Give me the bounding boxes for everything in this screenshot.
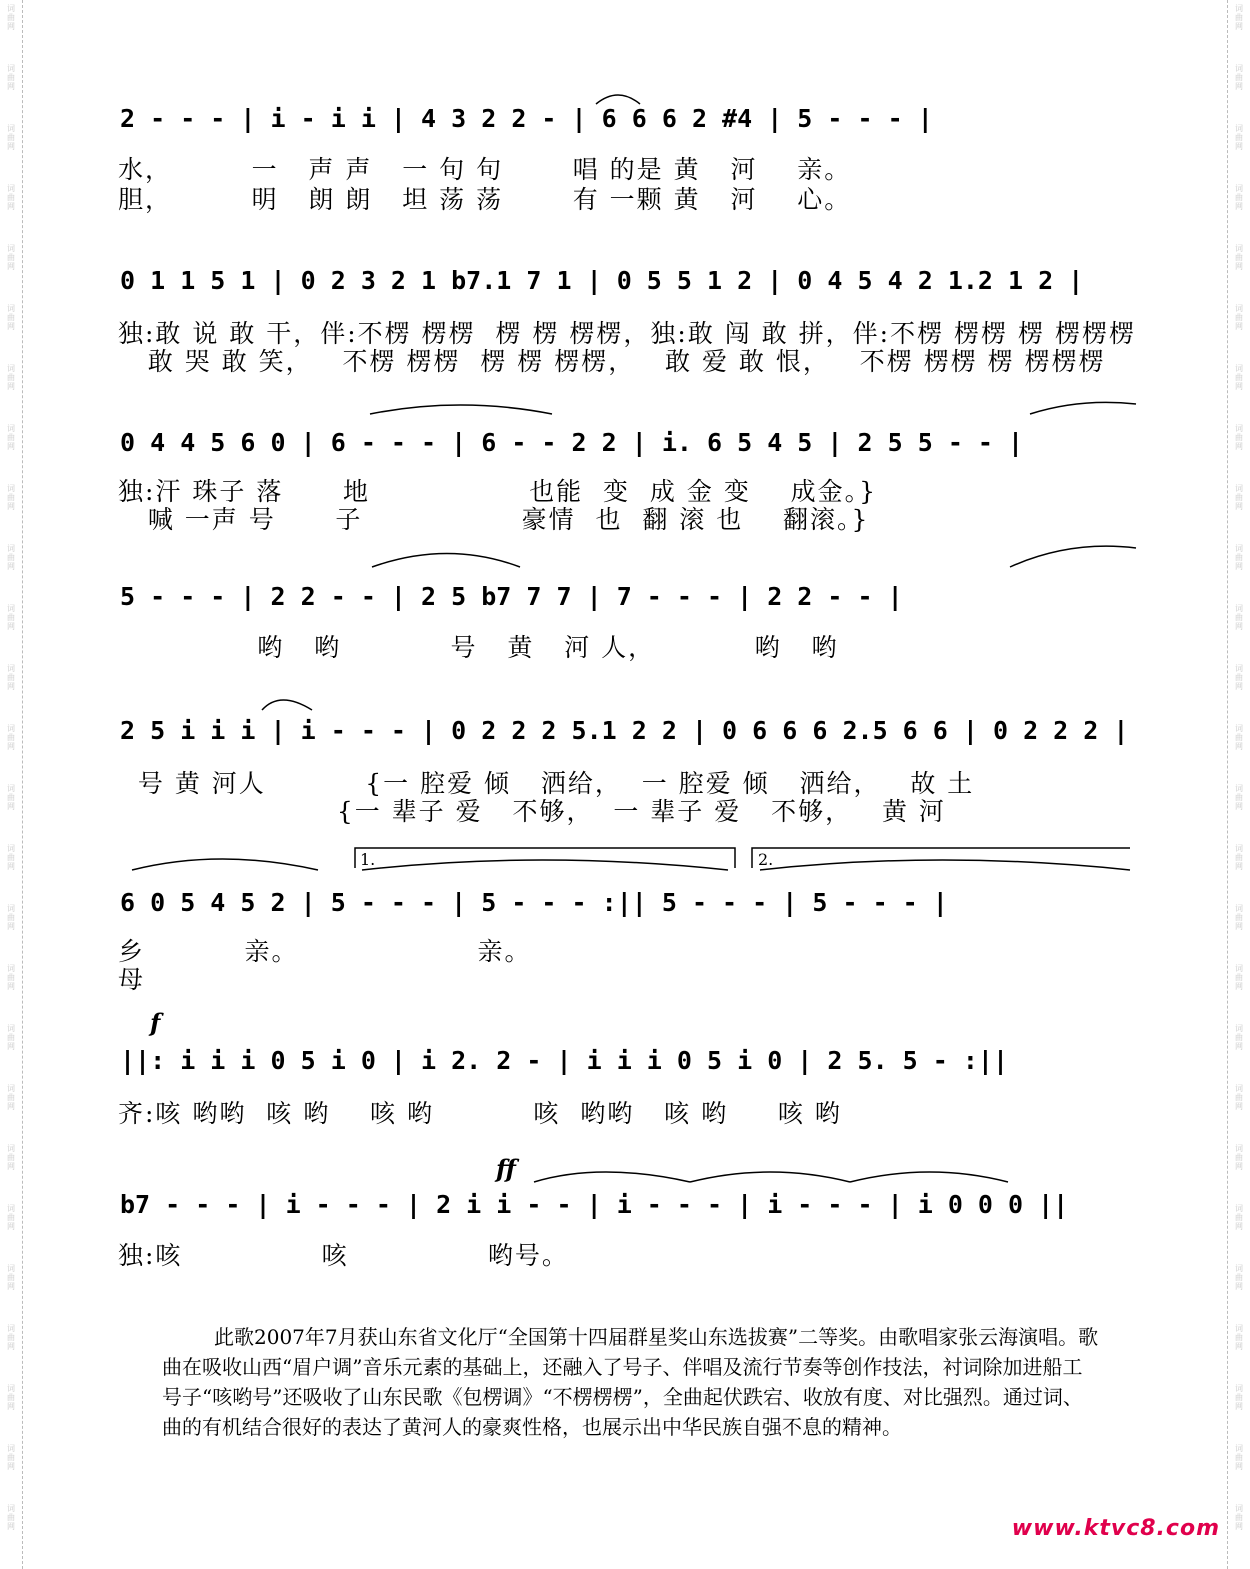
- watermark-text: 词 曲 网: [1235, 724, 1243, 751]
- watermark-text: 词 曲 网: [1235, 4, 1243, 31]
- watermark-text: 词 曲 网: [7, 544, 15, 571]
- lyric-line-1: 独:汗 珠子 落 地 也能 变 成 金 变 成金。}: [118, 477, 878, 506]
- lyric-line-1: 齐:咳 哟哟 咳 哟 咳 哟 咳 哟哟 咳 哟 咳 哟: [118, 1099, 842, 1128]
- watermark-text: 词 曲 网: [7, 124, 15, 151]
- watermark-text: 词 曲 网: [1235, 1084, 1243, 1111]
- lyric-line-1: 乡 亲。 亲。: [118, 937, 532, 966]
- lyric-line-1: 水， 一 声 声 一 句 句 唱 的是 黄 河 亲。: [118, 155, 852, 184]
- watermark-text: 词 曲 网: [1235, 1444, 1243, 1471]
- watermark-text: 词 曲 网: [7, 784, 15, 811]
- watermark-text: 词 曲 网: [1235, 664, 1243, 691]
- notation-line: 6 0 5 4 5 2 | 5 - - - | 5 - - - :|| 5 - - - | 5 - - - |: [120, 888, 948, 917]
- watermark-text: 词 曲 网: [7, 1204, 15, 1231]
- watermark-text: 词 曲 网: [7, 484, 15, 511]
- watermark-text: 词 曲 网: [7, 1504, 15, 1531]
- site-logo[interactable]: www.ktvc8.com: [1011, 1516, 1220, 1541]
- lyric-line-1: 独:咳 咳 哟号。: [118, 1241, 569, 1270]
- dynamic-mark: f: [150, 1008, 161, 1037]
- watermark-text: 词 曲 网: [7, 244, 15, 271]
- watermark-text: 词 曲 网: [7, 1084, 15, 1111]
- watermark-text: 词 曲 网: [1235, 1384, 1243, 1411]
- watermark-text: 词 曲 网: [7, 604, 15, 631]
- watermark-text: 词 曲 网: [7, 424, 15, 451]
- watermark-text: 词 曲 网: [1235, 904, 1243, 931]
- lyric-line-2: 喊 一声 号 子 豪情 也 翻 滚 也 翻滚。}: [118, 505, 870, 534]
- lyric-line-2: 胆， 明 朗 朗 坦 荡 荡 有 一颗 黄 河 心。: [118, 185, 852, 214]
- watermark-text: 词 曲 网: [1235, 964, 1243, 991]
- watermark-text: 词 曲 网: [7, 664, 15, 691]
- watermark-text: 词 曲 网: [1235, 1504, 1243, 1531]
- watermark-text: 词 曲 网: [7, 1144, 15, 1171]
- watermark-text: 词 曲 网: [1235, 1204, 1243, 1231]
- lyric-line-1: 独:敢 说 敢 干，伴:不楞 楞楞 楞 楞 楞楞，独:敢 闯 敢 拼，伴:不楞 楞楞 楞 楞楞楞: [118, 319, 1136, 348]
- watermark-text: 词 曲 网: [1235, 244, 1243, 271]
- watermark-text: 词 曲 网: [7, 1384, 15, 1411]
- notation-line: b7 - - - | i - - - | 2 i i - - | i - - - | i - - - | i 0 0 0 ||: [120, 1190, 1069, 1219]
- watermark-text: 词 曲 网: [1235, 1324, 1243, 1351]
- notation-line: 0 4 4 5 6 0 | 6 - - - | 6 - - 2 2 | i. 6 5 4 5 | 2 5 5 - - |: [120, 428, 1024, 457]
- lyric-line-2: 母: [118, 965, 146, 994]
- watermark-text: 词 曲 网: [7, 1324, 15, 1351]
- watermark-text: 词 曲 网: [7, 964, 15, 991]
- volta-1-label: 1.: [360, 850, 376, 869]
- notation-line: 2 - - - | i - i i | 4 3 2 2 - | 6 6 6 2 #4 | 5 - - - |: [120, 104, 933, 133]
- watermark-text: 词 曲 网: [7, 64, 15, 91]
- notation-line: ||: i i i 0 5 i 0 | i 2. 2 - | i i i 0 5 i 0 | 2 5. 5 - :||: [120, 1046, 1009, 1075]
- watermark-text: 词 曲 网: [7, 4, 15, 31]
- watermark-text: 词 曲 网: [7, 904, 15, 931]
- lyric-line-2: {一 辈子 爱 不够， 一 辈子 爱 不够， 黄 河: [118, 797, 946, 826]
- song-description: 此歌2007年7月获山东省文化厅“全国第十四届群星奖山东选拔赛”二等奖。由歌唱家张云海演唱。歌曲在吸收山西“眉户调”音乐元素的基础上，还融入了号子、伴唱及流行节奏等创作技法，衬词除加进船工号子“咳哟号”还吸收了山东民歌《包楞调》“不楞楞楞”，全曲起伏跌宕、收放有度、对比强烈。通过词、曲的有机结合很好的表达了黄河人的豪爽性格，也展示出中华民族自强不息的精神。: [162, 1325, 1099, 1439]
- watermark-text: 词 曲 网: [1235, 424, 1243, 451]
- watermark-text: 词 曲 网: [1235, 844, 1243, 871]
- lyric-line-2: 敢 哭 敢 笑， 不楞 楞楞 楞 楞 楞楞， 敢 爱 敢 恨， 不楞 楞楞 楞 楞楞楞: [118, 347, 1106, 376]
- notation-line: 2 5 i i i | i - - - | 0 2 2 2 5.1 2 2 | 0 6 6 6 2.5 6 6 | 0 2 2 2 |: [120, 716, 1129, 745]
- watermark-text: 词 曲 网: [1235, 484, 1243, 511]
- watermark-text: 词 曲 网: [1235, 124, 1243, 151]
- volta-2-label: 2.: [758, 850, 774, 869]
- lyric-line-1: 哟 哟 号 黄 河 人， 哟 哟: [118, 633, 839, 662]
- watermark-text: 词 曲 网: [7, 364, 15, 391]
- watermark-text: 词 曲 网: [1235, 1144, 1243, 1171]
- watermark-text: 词 曲 网: [7, 844, 15, 871]
- watermark-text: 词 曲 网: [7, 184, 15, 211]
- dynamic-mark: ff: [496, 1154, 516, 1183]
- watermark-text: 词 曲 网: [1235, 184, 1243, 211]
- watermark-text: 词 曲 网: [7, 1444, 15, 1471]
- watermark-text: 词 曲 网: [7, 724, 15, 751]
- watermark-text: 词 曲 网: [1235, 784, 1243, 811]
- watermark-text: 词 曲 网: [7, 304, 15, 331]
- watermark-text: 词 曲 网: [7, 1024, 15, 1051]
- notation-line: 0 1 1 5 1 | 0 2 3 2 1 b7.1 7 1 | 0 5 5 1 2 | 0 4 5 4 2 1.2 1 2 |: [120, 266, 1084, 295]
- watermark-text: 词 曲 网: [1235, 364, 1243, 391]
- notation-line: 5 - - - | 2 2 - - | 2 5 b7 7 7 | 7 - - - | 2 2 - - |: [120, 582, 903, 611]
- watermark-text: 词 曲 网: [1235, 64, 1243, 91]
- watermark-text: 词 曲 网: [1235, 1264, 1243, 1291]
- watermark-text: 词 曲 网: [1235, 544, 1243, 571]
- watermark-text: 词 曲 网: [1235, 1024, 1243, 1051]
- watermark-text: 词 曲 网: [1235, 304, 1243, 331]
- watermark-text: 词 曲 网: [7, 1264, 15, 1291]
- lyric-line-1: 号 黄 河人 {一 腔爱 倾 洒给， 一 腔爱 倾 洒给， 故 土: [118, 769, 975, 798]
- watermark-text: 词 曲 网: [1235, 604, 1243, 631]
